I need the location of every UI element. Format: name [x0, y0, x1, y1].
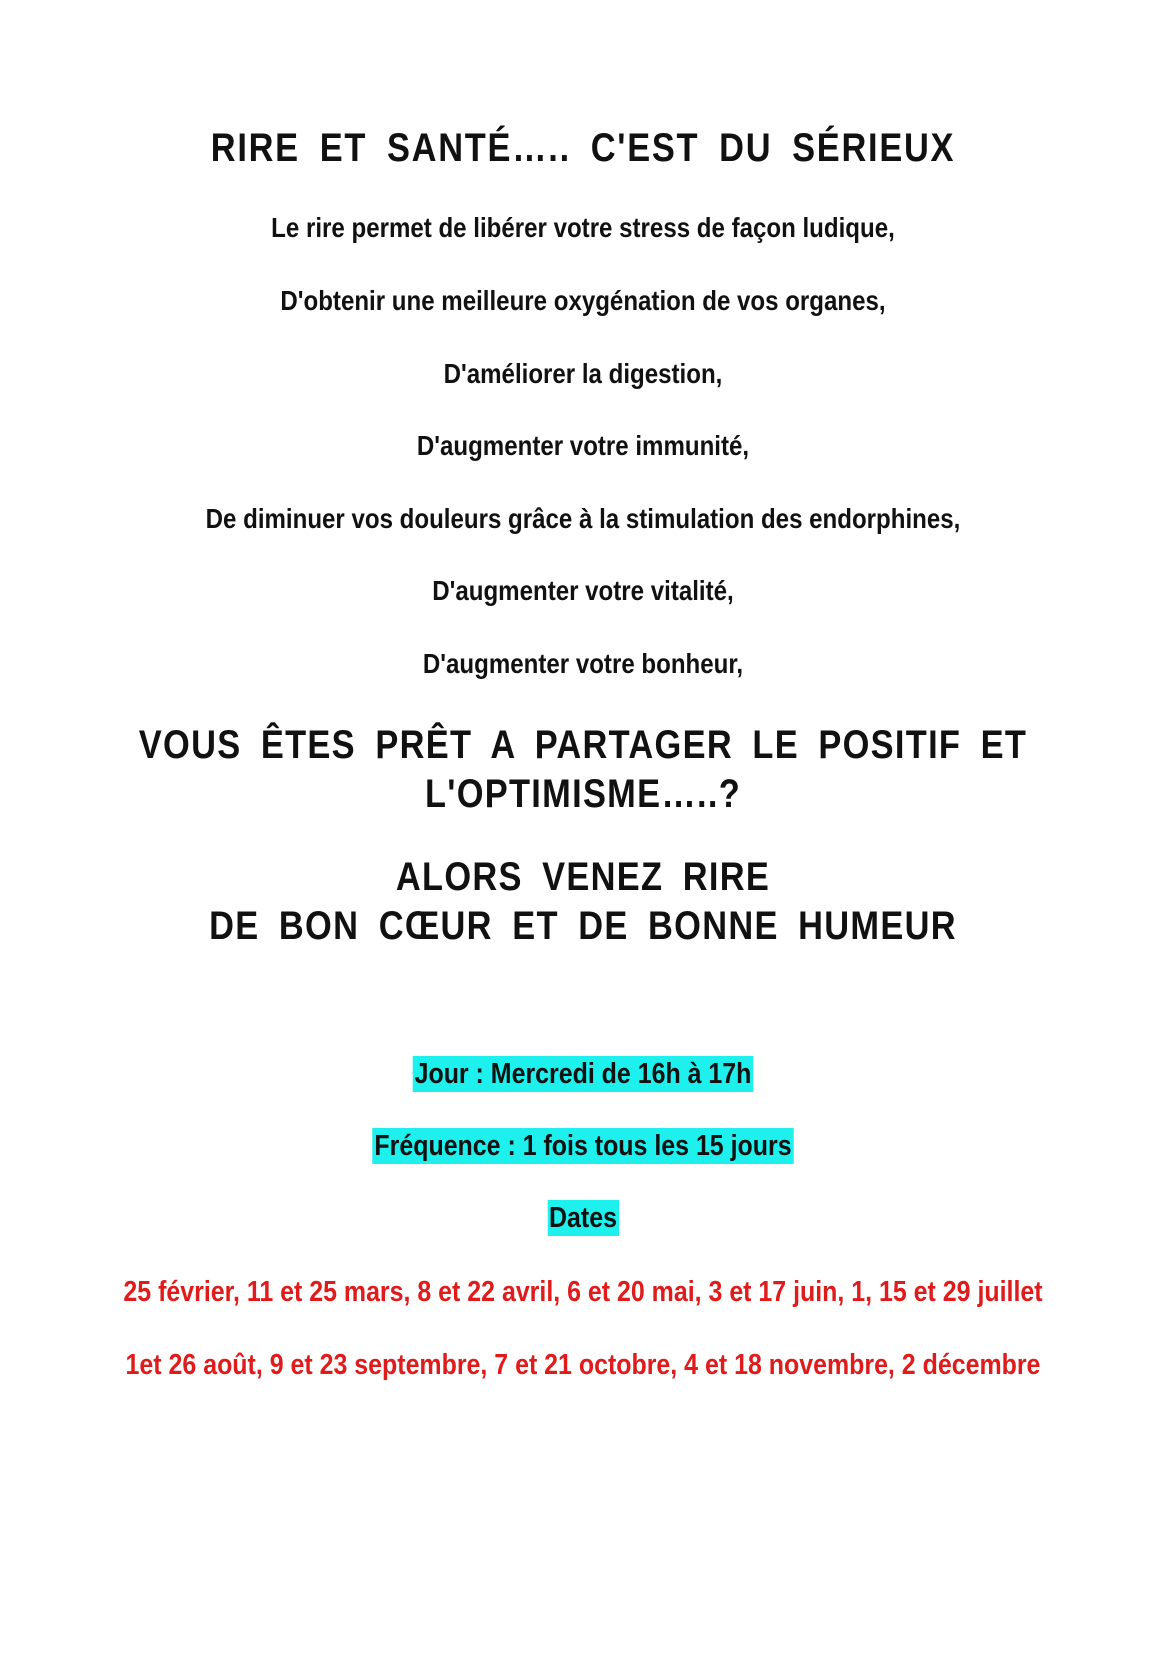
benefit-line: D'augmenter votre immunité, [416, 430, 750, 461]
schedule-day-row [82, 1058, 1085, 1091]
question-line-1: VOUS ÊTES PRÊT A PARTAGER LE POSITIF ET [138, 723, 1028, 767]
question-line-2: L'OPTIMISME…..? [424, 772, 742, 816]
schedule-day: Jour : Mercredi de 16h à 17h [414, 1058, 752, 1090]
dates-line-1: 25 février, 11 et 25 mars, 8 et 22 avril, 6 et 20 mai, 3 et 17 juin, 1, 15 et 29 juillet [123, 1276, 1043, 1308]
invitation-line-2: DE BON CŒUR ET DE BONNE HUMEUR [209, 904, 957, 948]
benefit-line: D'augmenter votre bonheur, [422, 648, 744, 679]
benefit-line: De diminuer vos douleurs grâce à la stimulation des endorphines, [205, 503, 961, 534]
flyer-title: RIRE ET SANTÉ….. C'EST DU SÉRIEUX [210, 126, 956, 170]
benefit-line: D'augmenter votre vitalité, [432, 575, 734, 606]
schedule-frequency: Fréquence : 1 fois tous les 15 jours [374, 1130, 792, 1162]
dates-label-row [82, 1202, 1085, 1235]
invitation-line-1: ALORS VENEZ RIRE [395, 855, 771, 899]
benefit-line: Le rire permet de libérer votre stress de façon ludique, [271, 212, 895, 243]
dates-label: Dates [549, 1202, 617, 1234]
schedule-frequency-row [82, 1130, 1085, 1163]
benefit-line: D'améliorer la digestion, [443, 358, 723, 389]
dates-line-2: 1et 26 août, 9 et 23 septembre, 7 et 21 octobre, 4 et 18 novembre, 2 décembre [125, 1349, 1041, 1381]
benefit-line: D'obtenir une meilleure oxygénation de vos organes, [280, 285, 886, 316]
